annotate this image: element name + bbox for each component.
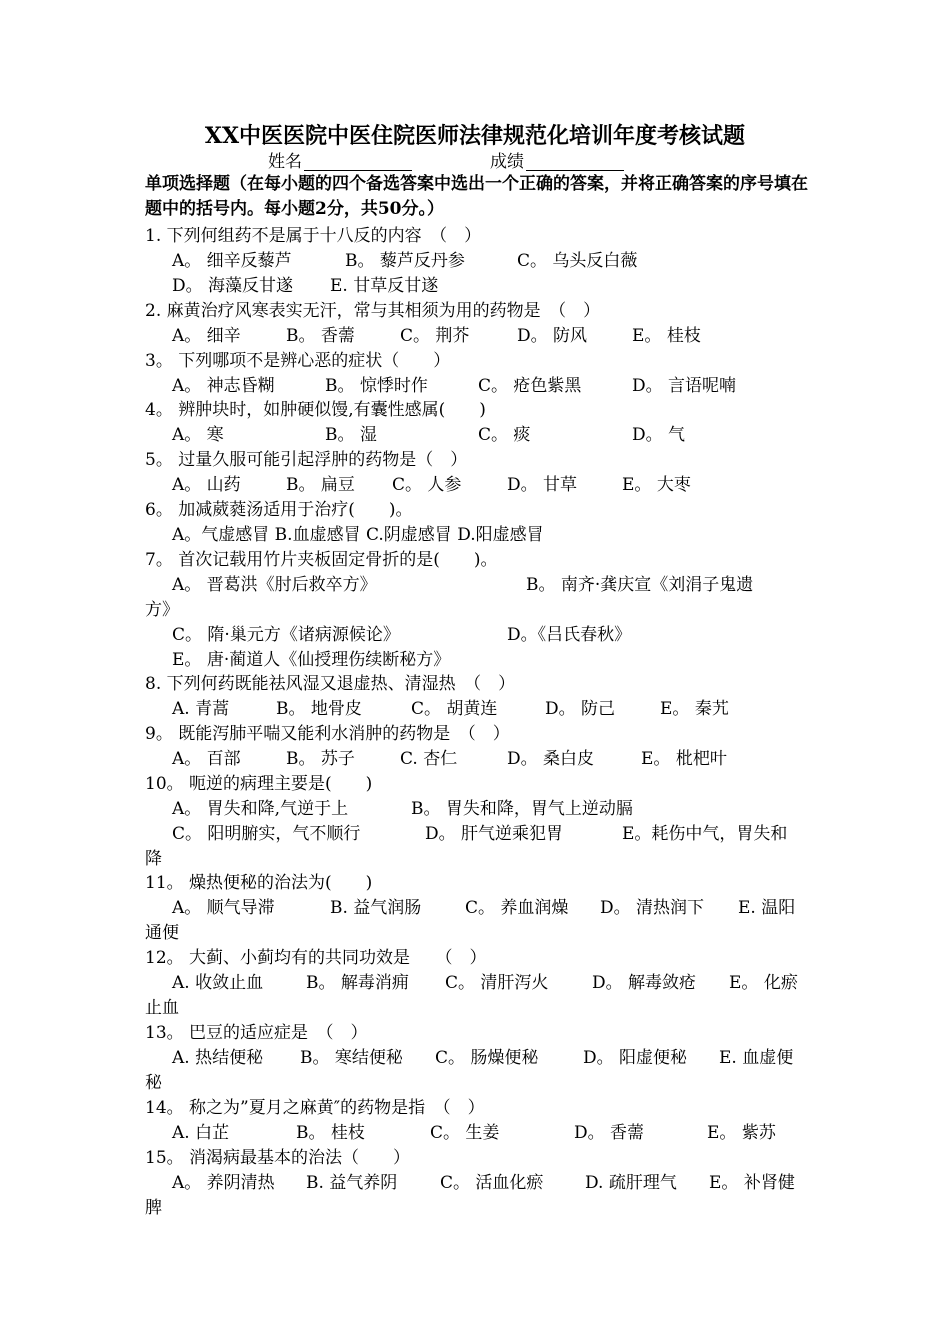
option: A。 细辛反藜芦 <box>172 251 292 271</box>
option: D。 甘草 <box>507 475 578 495</box>
option: B. 益气润肠 <box>330 898 422 918</box>
option: E。 唐·蔺道人《仙授理伤续断秘方》 <box>172 650 451 670</box>
option: B。 桂枝 <box>296 1123 365 1143</box>
option: E. 温阳 <box>738 898 796 918</box>
option: A。 神志昏糊 <box>172 376 275 396</box>
question-stem: 7。 首次记载用竹片夹板固定骨折的是( )。 <box>145 550 498 570</box>
option: B。 解毒消痈 <box>306 973 409 993</box>
question-stem: 10。 呃逆的病理主要是( ) <box>145 774 373 794</box>
option: C。 生姜 <box>430 1123 500 1143</box>
wrapped-text: 降 <box>145 849 162 869</box>
wrapped-text: 脾 <box>145 1198 162 1218</box>
option: E. 甘草反甘遂 <box>330 276 439 296</box>
option: A. 青蒿 <box>172 699 230 719</box>
option: B。 寒结便秘 <box>300 1048 403 1068</box>
question-stem: 4。 辨肿块时，如肿硬似馒,有囊性感属( ) <box>145 400 486 420</box>
question-stem: 5。 过量久服可能引起浮肿的药物是（ ） <box>145 450 468 470</box>
question-stem: 8. 下列何药既能祛风湿又退虚热、清湿热 （ ） <box>145 674 516 694</box>
option: C。 乌头反白薇 <box>517 251 638 271</box>
option: A。 胃失和降,气逆于上 <box>172 799 349 819</box>
option: C。 人参 <box>392 475 462 495</box>
exam-title: XX中医医院中医住院医师法律规范化培训年度考核试题 <box>204 123 746 149</box>
option: D。 清热润下 <box>600 898 705 918</box>
option: A。 细辛 <box>172 326 241 346</box>
option: C。 活血化瘀 <box>440 1173 544 1193</box>
option: B。 惊悸时作 <box>325 376 428 396</box>
option: A。 百部 <box>172 749 241 769</box>
option: B。 香薷 <box>286 326 355 346</box>
option: E。 化瘀 <box>729 973 798 993</box>
option: D。 海藻反甘遂 <box>172 276 294 296</box>
option: C。 痰 <box>478 425 531 445</box>
option: C。 阳明腑实，气不顺行 <box>172 824 361 844</box>
option: B。 地骨皮 <box>276 699 362 719</box>
option: D。《吕氏春秋》 <box>507 625 632 645</box>
option: A. 收敛止血 <box>172 973 264 993</box>
option: C。 清肝泻火 <box>445 973 549 993</box>
option: D。 阳虚便秘 <box>583 1048 688 1068</box>
name-blank[interactable] <box>304 170 412 171</box>
option: A。 晋葛洪《肘后救卒方》 <box>172 575 377 595</box>
option: B。 湿 <box>325 425 377 445</box>
option: D。 肝气逆乘犯胃 <box>425 824 564 844</box>
option: E。 枇杷叶 <box>641 749 727 769</box>
name-label: 姓名 <box>268 152 302 172</box>
option: A。 顺气导滞 <box>172 898 275 918</box>
option: A. 白芷 <box>172 1123 230 1143</box>
wrapped-text: 止血 <box>145 998 179 1018</box>
option: E。 大枣 <box>622 475 691 495</box>
option: C。 胡黄连 <box>411 699 498 719</box>
question-stem: 14。 称之为”夏月之麻黄″的药物是指 （ ） <box>145 1098 485 1118</box>
wrapped-text: 通便 <box>145 923 179 943</box>
option: E。 补肾健 <box>709 1173 795 1193</box>
option: A。 寒 <box>172 425 224 445</box>
option: A. 热结便秘 <box>172 1048 264 1068</box>
option: C。 荆芥 <box>400 326 470 346</box>
option: D。 香薷 <box>574 1123 645 1143</box>
option: E. 血虚便 <box>719 1048 794 1068</box>
question-stem: 3。 下列哪项不是辨心恶的症状（ ） <box>145 351 451 371</box>
question-stem: 6。 加减葳蕤汤适用于治疗( )。 <box>145 500 413 520</box>
question-stem: 1. 下列何组药不是属于十八反的内容 （ ） <box>145 226 482 246</box>
option: B。 南齐·龚庆宣《刘涓子鬼遗 <box>526 575 754 595</box>
option: C。 隋·巢元方《诸病源候论》 <box>172 625 400 645</box>
option: C。 肠燥便秘 <box>435 1048 539 1068</box>
question-stem: 15。 消渴病最基本的治法（ ） <box>145 1148 411 1168</box>
option: E。 秦艽 <box>660 699 729 719</box>
option: B。 胃失和降，胃气上逆动膈 <box>411 799 633 819</box>
score-label: 成绩 <box>490 152 524 172</box>
option: E。 桂枝 <box>632 326 701 346</box>
option: E。耗伤中气，胃失和 <box>622 824 788 844</box>
option: A。 养阴清热 <box>172 1173 275 1193</box>
option: D。 桑白皮 <box>507 749 595 769</box>
option: D。 解毒敛疮 <box>592 973 697 993</box>
option: D。 气 <box>632 425 686 445</box>
question-stem: 12。 大蓟、小蓟均有的共同功效是 （ ） <box>145 948 487 968</box>
question-stem: 2. 麻黄治疗风寒表实无汗，常与其相须为用的药物是 （ ） <box>145 301 601 321</box>
wrapped-text: 秘 <box>145 1073 162 1093</box>
option: B。 扁豆 <box>286 475 355 495</box>
score-blank[interactable] <box>526 170 624 171</box>
option: B。 苏子 <box>286 749 355 769</box>
option: D。 防风 <box>517 326 588 346</box>
option: C。 疮色紫黑 <box>478 376 582 396</box>
option: D。 言语呢喃 <box>632 376 737 396</box>
question-stem: 11。 燥热便秘的治法为( ) <box>145 873 373 893</box>
option: B. 益气养阴 <box>306 1173 398 1193</box>
section-heading: 单项选择题（在每小题的四个备选答案中选出一个正确的答案，并将正确答案的序号填在题中的括号内。每小题2分，共50分。） <box>145 174 808 219</box>
question-stem: 9。 既能泻肺平喘又能利水消肿的药物是 （ ） <box>145 724 510 744</box>
option: B。 藜芦反丹参 <box>345 251 465 271</box>
option: A。 山药 <box>172 475 241 495</box>
option: E。 紫苏 <box>707 1123 776 1143</box>
option: C。 养血润燥 <box>465 898 569 918</box>
question-stem: 13。 巴豆的适应症是 （ ） <box>145 1023 368 1043</box>
option: D. 疏肝理气 <box>585 1173 677 1193</box>
option: C. 杏仁 <box>400 749 458 769</box>
option: D。 防己 <box>545 699 616 719</box>
option: A。气虚感冒 B.血虚感冒 C.阴虚感冒 D.阳虚感冒 <box>172 525 544 545</box>
wrapped-text: 方》 <box>145 600 179 620</box>
